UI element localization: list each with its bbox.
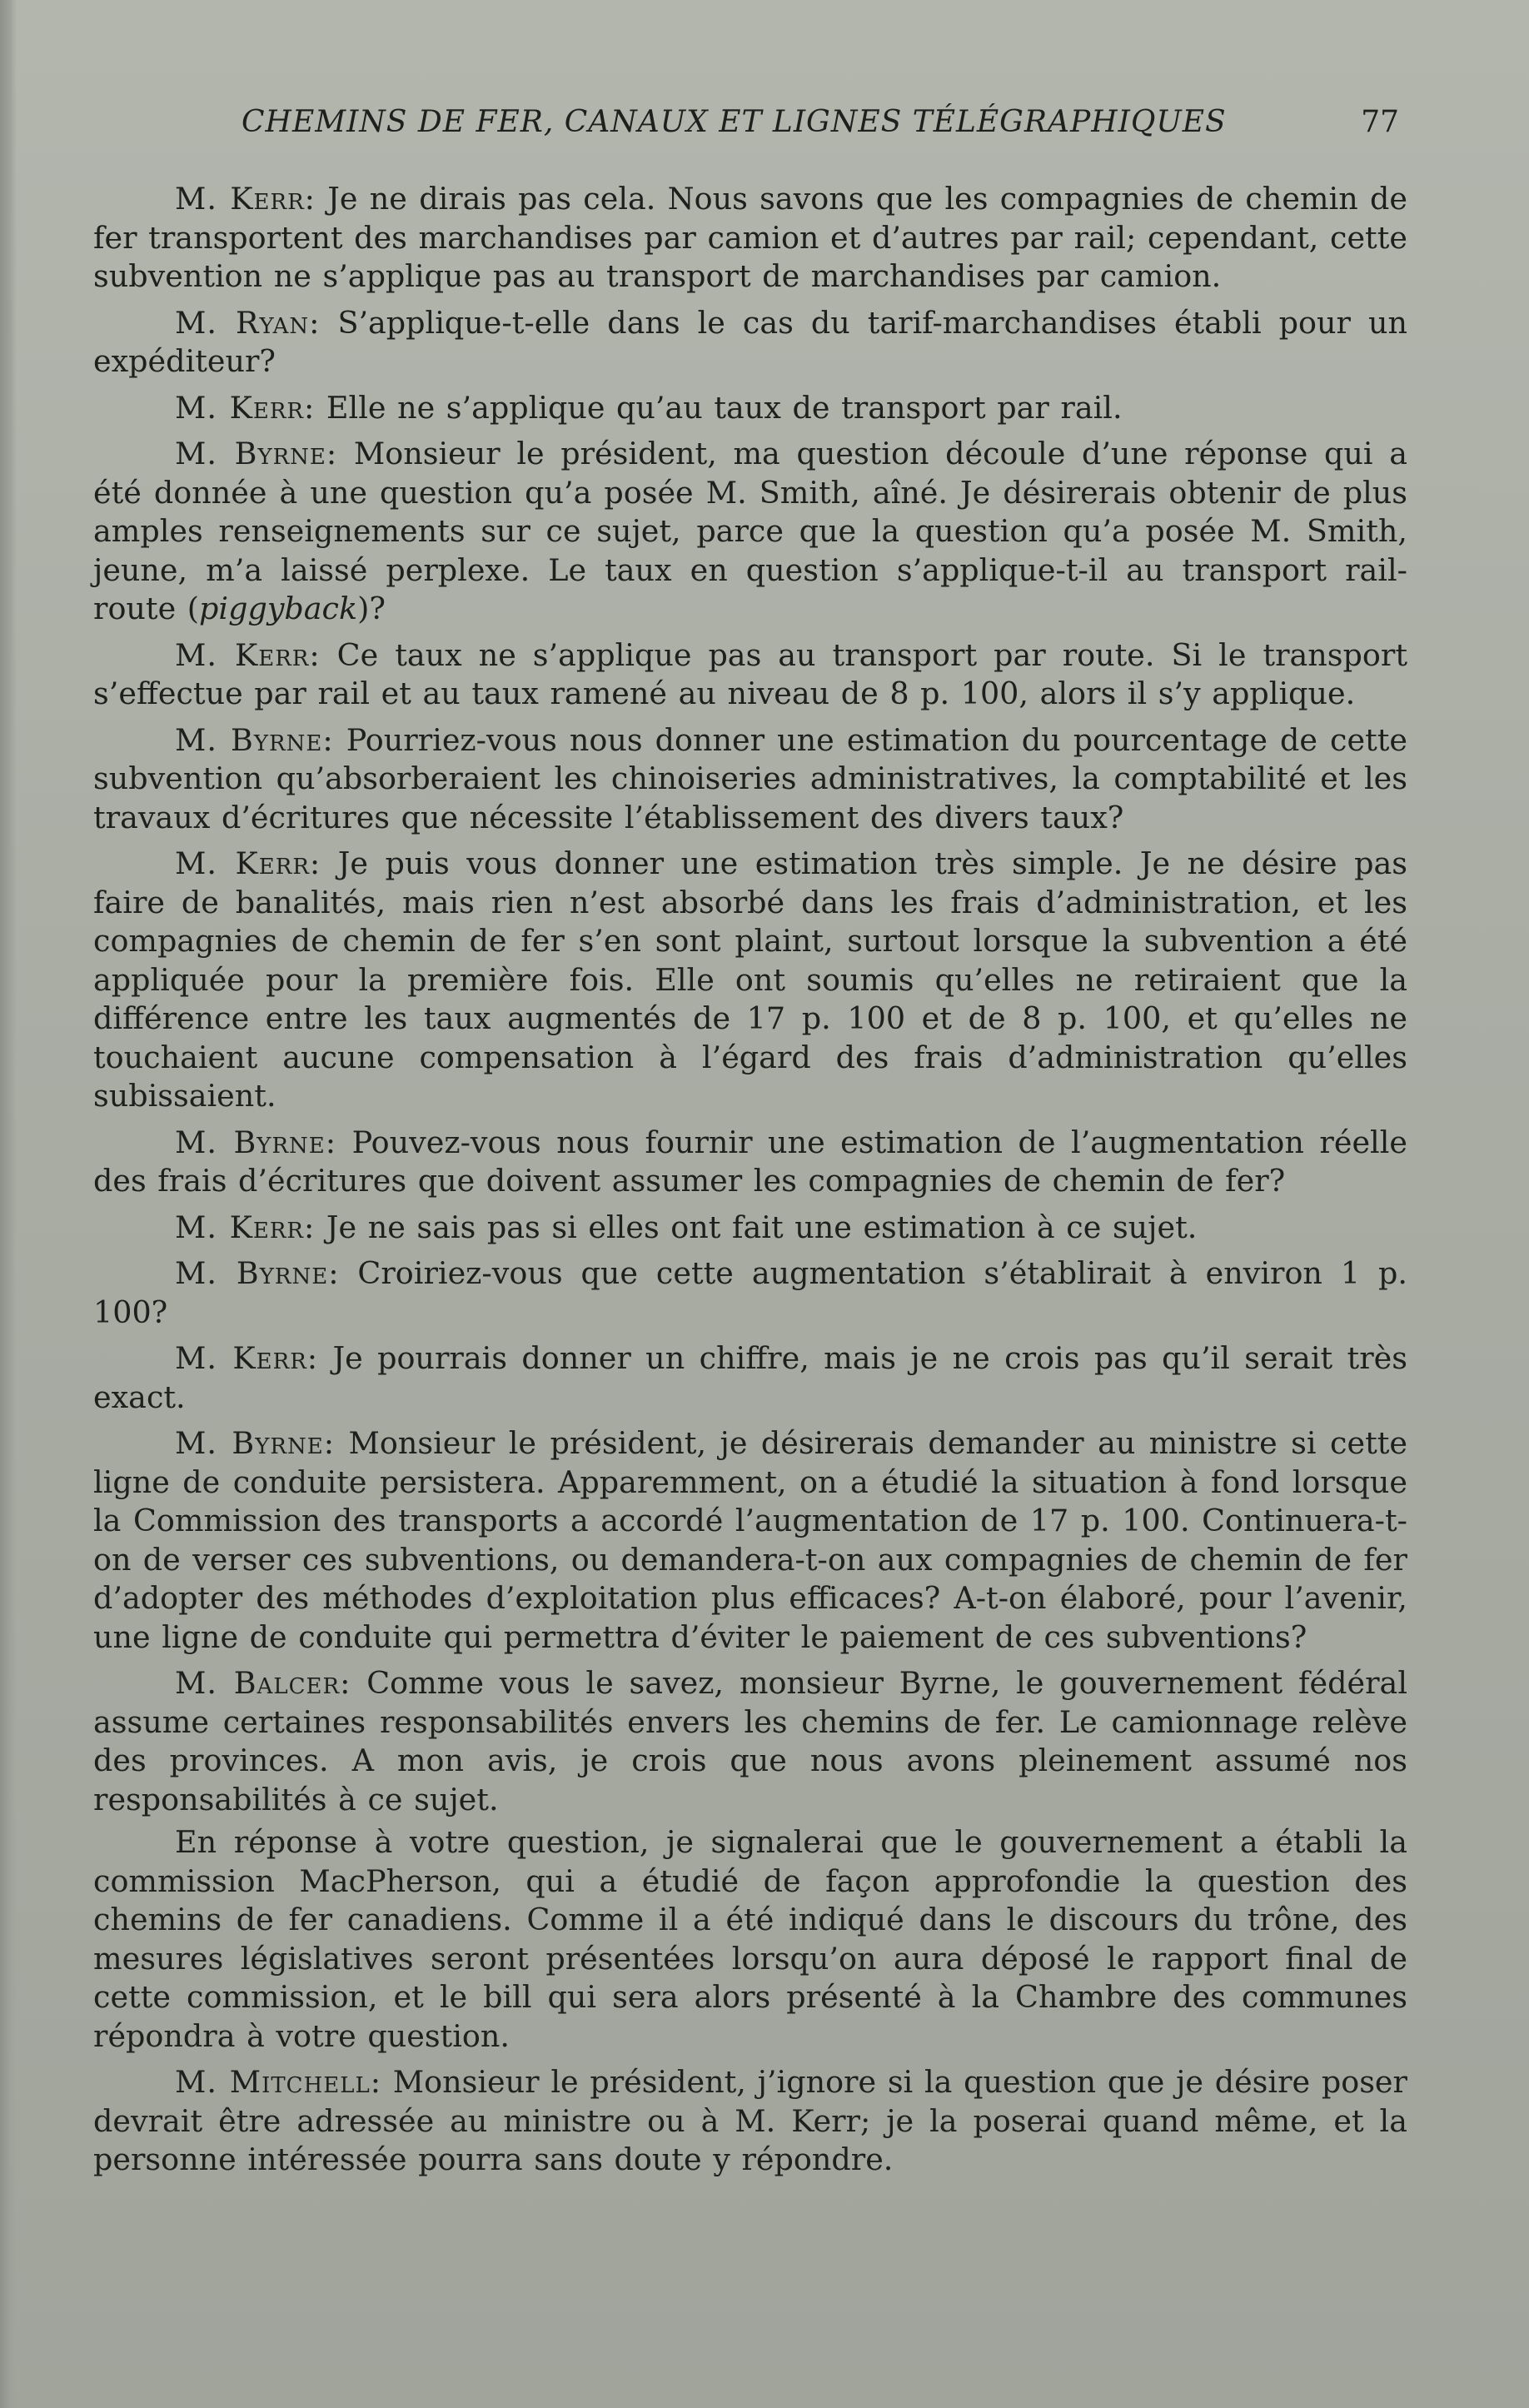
speaker-label: M. Balcer: [175, 1665, 351, 1701]
paragraph-text: Monsieur le président, je désirerais demander au ministre si cette ligne de conduite persistera. Apparemment, on a étudié la situation à fond lorsque la Commission des transports a accordé l’augmentation de 17 p. 100. Continuera-t-on de verser ces subventions, ou demandera-t-on aux compagnies de chemin de fer d’adopter des méthodes d’exploitation plus efficaces? A-t-on élaboré, pour l’avenir, une ligne de conduite qui permettra d’éviter le paiement de ces subventions? [93, 1425, 1408, 1655]
paragraph [93, 2063, 1407, 2180]
speaker-label: M. Kerr: [175, 1209, 316, 1245]
paragraph-text: En réponse à votre question, je signalerai que le gouvernement a établi la commission MacPherson, qui a étudié de façon approfondie la question des chemins de fer canadiens. Comme il a été indiqué dans le discours du trône, des mesures législatives seront présentées lorsqu’on aura déposé le rapport final de cette commission, et le bill qui sera alors présenté à la Chambre des communes répondra à votre question. [93, 1824, 1407, 2054]
running-title: CHEMINS DE FER, CANAUX ET LIGNES TÉLÉGRAPHIQUES [242, 105, 1227, 139]
paragraph [93, 180, 1407, 297]
paragraph [93, 1124, 1407, 1201]
paragraph-text: Monsieur le président, j’ignore si la question que je désire poser devrait être adressée au ministre ou à M. Kerr; je la poserai quand même, et la personne intéressée pourra sans doute y répondre. [93, 2064, 1407, 2177]
speaker-label: M. Kerr: [175, 636, 321, 673]
paragraph-text: S’applique-t-elle dans le cas du tarif-marchandises établi pour un expéditeur? [93, 304, 1408, 379]
paragraph [93, 636, 1407, 714]
speaker-label: M. Byrne: [175, 1124, 337, 1160]
paragraph [93, 1254, 1407, 1332]
speaker-label: M. Byrne: [175, 721, 334, 758]
paragraph-text: Je puis vous donner une estimation très simple. Je ne désire pas faire de banalités, mais rien n’est absorbé dans les frais d’administration, et les compagnies de chemin de fer s’en sont plaint, surtout lorsque la subvention a été appliquée pour la première fois. Elle ont soumis qu’elles ne retiraient que la différence entre les taux augmentés de 17 p. 100 et de 8 p. 100, et qu’elles ne touchaient aucune compensation à l’égard des frais d’administration qu’elles subissaient. [93, 845, 1408, 1114]
paragraph [93, 304, 1407, 381]
paragraph-text: Pouvez-vous nous fournir une estimation de l’augmentation réelle des frais d’écritures que doivent assumer les compagnies de chemin de fer? [93, 1124, 1408, 1199]
speaker-label: M. Byrne: [175, 1425, 336, 1461]
speaker-label: M. Byrne: [175, 436, 338, 471]
paragraph-italic-term: piggyback [199, 591, 358, 626]
paragraph [93, 389, 1407, 428]
page-edge-shadow [0, 0, 17, 2408]
paragraph-text: Monsieur le président, ma question découle d’une réponse qui a été donnée à une question qu’a posée M. Smith, aîné. Je désirerais obtenir de plus amples renseignements sur ce sujet, parce que la question qu’a posée M. Smith, jeune, m’a laissé perplexe. Le taux en question s’applique-t-il au transport rail-route ( [93, 436, 1408, 626]
paragraph [93, 1209, 1407, 1248]
speaker-label: M. Kerr: [175, 181, 316, 217]
speaker-label: M. Byrne: [175, 1255, 340, 1291]
paragraph [93, 1424, 1407, 1657]
paragraph [93, 1339, 1407, 1417]
running-header [242, 105, 1399, 147]
paragraph-text: Elle ne s’applique qu’au taux de transport par rail. [315, 389, 1123, 426]
speaker-label: M. Kerr: [175, 845, 321, 881]
speaker-label: M. Kerr: [175, 389, 316, 426]
page-number: 77 [1361, 105, 1399, 139]
body-text [93, 180, 1407, 2187]
paragraph-text: Ce taux ne s’applique pas au transport par route. Si le transport s’effectue par rail et au taux ramené au niveau de 8 p. 100, alors il s’y applique. [93, 636, 1407, 711]
paragraph-text: Je pourrais donner un chiffre, mais je ne crois pas qu’il serait très exact. [93, 1340, 1407, 1415]
speaker-label: M. Kerr: [175, 1340, 319, 1376]
speaker-label: M. Ryan: [175, 304, 321, 341]
paragraph [93, 845, 1407, 1116]
paragraph-text-end: )? [357, 591, 386, 626]
paragraph [93, 435, 1407, 629]
paragraph [93, 1664, 1407, 1819]
paragraph-text: Je ne sais pas si elles ont fait une estimation à ce sujet. [315, 1209, 1198, 1245]
paragraph-text: Je ne dirais pas cela. Nous savons que les compagnies de chemin de fer transportent des marchandises par camion et d’autres par rail; cependant, cette subvention ne s’applique pas au transport de marchandises par camion. [93, 181, 1407, 294]
paragraph-text: Comme vous le savez, monsieur Byrne, le gouvernement fédéral assume certaines responsabilités envers les chemins de fer. Le camionnage relève des provinces. A mon avis, je crois que nous avons pleinement assumé nos responsabilités à ce sujet. [93, 1665, 1407, 1817]
paragraph-text: Croiriez-vous que cette augmentation s’établirait à environ 1 p. 100? [93, 1255, 1407, 1330]
paragraph-text: Pourriez-vous nous donner une estimation du pourcentage de cette subvention qu’absorberaient les chinoiseries administratives, la comptabilité et les travaux d’écritures que nécessite l’établissement des divers taux? [93, 721, 1408, 835]
speaker-label: M. Mitchell: [175, 2064, 382, 2100]
paragraph [93, 1823, 1407, 2056]
paragraph [93, 721, 1407, 838]
